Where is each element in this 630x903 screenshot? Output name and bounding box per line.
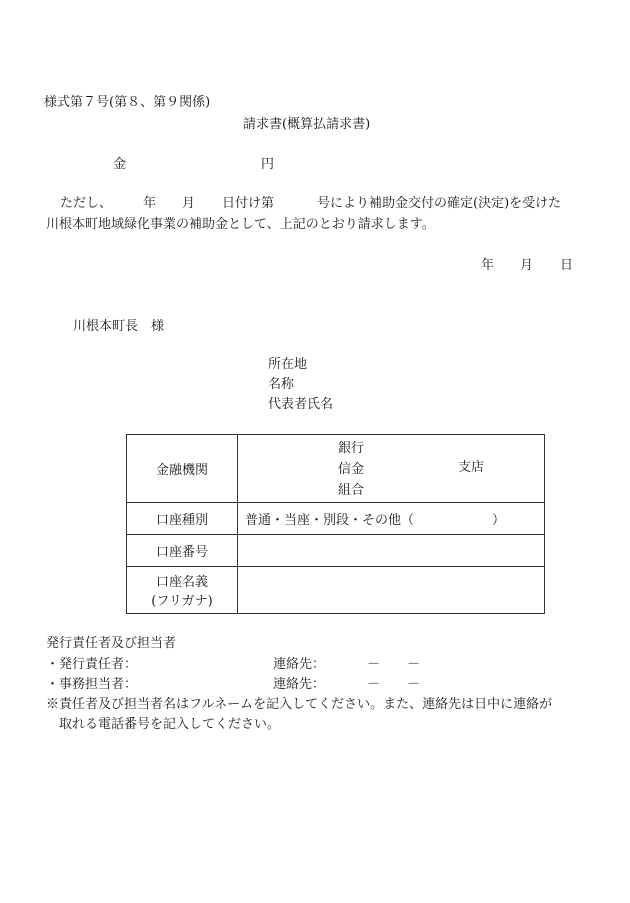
staff-contact-label: 連絡先： bbox=[273, 677, 326, 692]
institution-row bbox=[127, 435, 545, 503]
bank-account-table bbox=[126, 434, 545, 614]
addressee: 川根本町長 様 bbox=[73, 319, 165, 334]
date-month: 月 bbox=[520, 258, 534, 273]
issuer-contact-label: 連絡先： bbox=[273, 657, 326, 672]
account-type-options: 普通・当座・別段・その他（ ） bbox=[238, 503, 545, 535]
institution-type-bank: 銀行 bbox=[338, 441, 365, 456]
account-holder-row bbox=[127, 567, 545, 614]
amount-kin-label: 金 bbox=[113, 157, 127, 172]
account-type-row bbox=[127, 503, 545, 535]
account-holder-label bbox=[127, 567, 238, 614]
body-tadashi: ただし、 bbox=[60, 196, 113, 211]
institution-type-shinkin: 信金 bbox=[338, 462, 365, 477]
applicant-representative: 代表者氏名 bbox=[268, 397, 334, 412]
date-year: 年 bbox=[481, 258, 495, 273]
staff-label: ・事務担当者： bbox=[46, 677, 138, 692]
account-holder-label-main: 口座名義 bbox=[155, 575, 208, 590]
account-number-cell bbox=[238, 535, 545, 567]
contacts-heading: 発行責任者及び担当者 bbox=[46, 636, 177, 651]
issuer-dash-2: － bbox=[407, 657, 421, 672]
staff-dash-1: － bbox=[367, 677, 381, 692]
account-number-label: 口座番号 bbox=[127, 535, 238, 567]
issuer-label: ・発行責任者： bbox=[46, 657, 138, 672]
amount-en-label: 円 bbox=[261, 157, 275, 172]
note-line-1: ※責任者及び担当者名はフルネームを記入してください。また、連絡先は日中に連絡が bbox=[46, 697, 553, 712]
institution-type-kumiai: 組合 bbox=[338, 483, 365, 498]
form-number: 様式第７号(第８、第９関係) bbox=[44, 95, 211, 110]
staff-dash-2: － bbox=[407, 677, 421, 692]
institution-label: 金融機関 bbox=[127, 435, 238, 503]
body-month: 月 bbox=[182, 196, 196, 211]
account-number-row bbox=[127, 535, 545, 567]
body-line-2: 川根本町地域緑化事業の補助金として、上記のとおり請求します。 bbox=[46, 217, 435, 232]
account-type-label: 口座種別 bbox=[127, 503, 238, 535]
applicant-address: 所在地 bbox=[268, 357, 308, 372]
date-day: 日 bbox=[560, 258, 574, 273]
body-year: 年 bbox=[143, 196, 157, 211]
note-line-2: 取れる電話番号を記入してください。 bbox=[59, 717, 281, 732]
account-holder-cell bbox=[238, 567, 545, 614]
document-title: 請求書(概算払請求書) bbox=[243, 117, 371, 132]
branch-label: 支店 bbox=[458, 460, 485, 475]
body-day-number: 日付け第 bbox=[222, 196, 275, 211]
applicant-name: 名称 bbox=[268, 377, 295, 392]
body-decision-text: 号により補助金交付の確定(決定)を受けた bbox=[317, 196, 562, 211]
issuer-dash-1: － bbox=[367, 657, 381, 672]
institution-types bbox=[338, 438, 364, 501]
account-holder-label-furigana: (フリガナ) bbox=[151, 594, 213, 609]
institution-cell bbox=[238, 435, 545, 503]
